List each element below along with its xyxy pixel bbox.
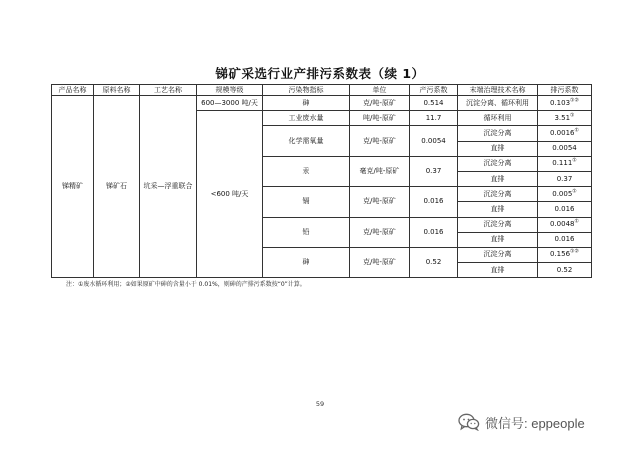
header-pollutant: 污染物指标 [263, 85, 350, 96]
emission-coefficient-cell: 0.37 [538, 171, 592, 186]
footnote-marker: ① [574, 127, 579, 134]
pollutant-cell: 化学需氧量 [263, 126, 350, 156]
table-header-row [52, 85, 592, 96]
header-unit: 单位 [350, 85, 410, 96]
treatment-technology-cell: 直排 [458, 232, 538, 247]
footnote-marker: ①② [570, 97, 579, 104]
table-footnote: 注：①废水循环利用；②如果原矿中砷的含量小于 0.01%，则砷的产排污系数按“0”计算。 [66, 281, 306, 288]
emission-value: 0.156 [549, 250, 571, 259]
treatment-technology-cell: 直排 [458, 141, 538, 156]
production-coefficient-cell: 0.514 [410, 96, 458, 111]
footnote-marker: ①② [570, 249, 579, 256]
pollutant-cell: 砷 [263, 96, 350, 111]
header-production-coefficient: 产污系数 [410, 85, 458, 96]
emission-coefficient-cell [538, 217, 592, 232]
treatment-technology-cell: 直排 [458, 263, 538, 278]
product-cell: 锑精矿 [52, 96, 94, 278]
treatment-technology-cell: 沉淀分离、循环利用 [458, 96, 538, 111]
scale-cell-small: <600 吨/天 [197, 111, 263, 278]
production-coefficient-cell: 0.0054 [410, 126, 458, 156]
unit-cell: 克/吨-原矿 [350, 247, 410, 277]
footnote-marker: ① [574, 218, 579, 225]
emission-coefficient-cell [538, 187, 592, 202]
emission-value: 0.0048 [550, 220, 575, 229]
production-coefficient-cell: 0.37 [410, 156, 458, 186]
emission-coefficient-cell [538, 126, 592, 141]
pollutant-cell: 镉 [263, 187, 350, 217]
emission-value: 0.103 [549, 98, 571, 107]
emission-coefficient-cell [538, 111, 592, 126]
unit-cell: 克/吨-原矿 [350, 96, 410, 111]
treatment-technology-cell: 循环利用 [458, 111, 538, 126]
emission-value: 0.111 [552, 159, 573, 168]
coefficient-table [51, 84, 592, 278]
emission-coefficient-cell [538, 247, 592, 262]
treatment-technology-cell: 沉淀分离 [458, 217, 538, 232]
page-title: 锑矿采选行业产排污系数表（续 1） [215, 66, 425, 81]
treatment-technology-cell: 沉淀分离 [458, 247, 538, 262]
wechat-icon [458, 413, 480, 431]
footnote-marker: ① [570, 112, 575, 119]
pollutant-cell: 工业废水量 [263, 111, 350, 126]
pollutant-cell: 铅 [263, 217, 350, 247]
emission-coefficient-cell: 0.016 [538, 232, 592, 247]
emission-value: 0.0016 [550, 128, 575, 137]
unit-cell: 吨/吨-原矿 [350, 111, 410, 126]
watermark-text: 微信号: eppeople [485, 415, 585, 431]
emission-coefficient-cell: 0.016 [538, 202, 592, 217]
process-cell: 坑采—浮重联合 [140, 96, 197, 278]
scale-cell-large: 600—3000 吨/天 [197, 96, 263, 111]
emission-coefficient-cell: 0.52 [538, 263, 592, 278]
production-coefficient-cell: 0.016 [410, 187, 458, 217]
treatment-technology-cell: 直排 [458, 171, 538, 186]
production-coefficient-cell: 11.7 [410, 111, 458, 126]
emission-coefficient-cell [538, 156, 592, 171]
header-product: 产品名称 [52, 85, 94, 96]
header-material: 原料名称 [94, 85, 140, 96]
footnote-marker: ① [572, 158, 577, 165]
treatment-technology-cell: 沉淀分离 [458, 156, 538, 171]
pollutant-cell: 砷 [263, 247, 350, 277]
unit-cell: 克/吨-原矿 [350, 126, 410, 156]
unit-cell: 克/吨-原矿 [350, 187, 410, 217]
treatment-technology-cell: 直排 [458, 202, 538, 217]
table-row [52, 96, 592, 111]
header-treatment-technology: 末端治理技术名称 [458, 85, 538, 96]
emission-coefficient-cell: 0.0054 [538, 141, 592, 156]
unit-cell: 毫克/吨-原矿 [350, 156, 410, 186]
emission-value: 3.51 [554, 113, 571, 122]
material-cell: 锑矿石 [94, 96, 140, 278]
emission-value: 0.005 [552, 189, 573, 198]
header-process: 工艺名称 [140, 85, 197, 96]
treatment-technology-cell: 沉淀分离 [458, 187, 538, 202]
footnote-marker: ① [572, 188, 577, 195]
treatment-technology-cell: 沉淀分离 [458, 126, 538, 141]
pollutant-cell: 汞 [263, 156, 350, 186]
watermark [458, 413, 585, 431]
page-number: 59 [315, 400, 325, 408]
production-coefficient-cell: 0.52 [410, 247, 458, 277]
unit-cell: 克/吨-原矿 [350, 217, 410, 247]
header-scale: 规模等级 [197, 85, 263, 96]
emission-coefficient-cell [538, 96, 592, 111]
header-emission-coefficient: 排污系数 [538, 85, 592, 96]
production-coefficient-cell: 0.016 [410, 217, 458, 247]
